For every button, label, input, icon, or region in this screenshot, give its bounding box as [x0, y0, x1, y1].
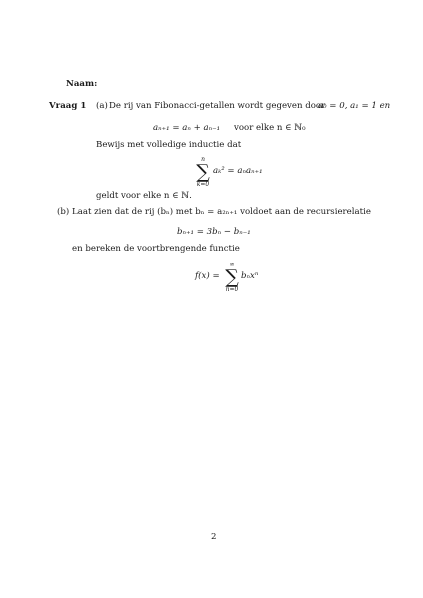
induction-formula: aₖ² = aₙaₙ₊₁ [213, 166, 263, 176]
part-b-text: Laat zien dat de rij (bₙ) met bₙ = a₂ₙ₊₁ voldoet aan de recursierelatie [72, 207, 371, 217]
sum-lower-limit: k=0 [196, 181, 210, 188]
compute-instruction: en bereken de voortbrengende functie [72, 244, 240, 254]
question-label: Vraag 1 [49, 101, 87, 111]
holds-statement: geldt voor elke n ∈ ℕ. [96, 191, 192, 201]
sum-symbol-b [223, 262, 241, 293]
prove-instruction: Bewijs met volledige inductie dat [96, 140, 242, 150]
sum-lower-limit: n=0 [225, 286, 239, 293]
generating-function-lhs: f(x) = [195, 271, 220, 281]
b-recurrence: bₙ₊₁ = 3bₙ − bₙ₋₁ [177, 227, 251, 237]
fibonacci-recurrence-condition: voor elke n ∈ ℕ₀ [234, 123, 306, 133]
name-label: Naam: [66, 79, 98, 89]
part-b-marker: (b) [57, 207, 70, 217]
fibonacci-recurrence: aₙ₊₁ = aₙ + aₙ₋₁ [153, 123, 221, 133]
sum-upper-limit: n [201, 156, 205, 163]
part-a-marker: (a) [96, 101, 108, 111]
sigma-icon: ∑ [225, 266, 239, 288]
sigma-icon: ∑ [196, 161, 210, 183]
part-a-intro: De rij van Fibonacci-getallen wordt gegeven door [109, 101, 326, 111]
sum-symbol-a [194, 157, 212, 188]
sum-upper-limit-infinity: ∞ [229, 261, 235, 268]
page-number: 2 [211, 532, 217, 542]
generating-function-term: bₙxⁿ [241, 271, 259, 281]
part-a-initial-values: a₀ = 0, a₁ = 1 en [318, 101, 391, 111]
